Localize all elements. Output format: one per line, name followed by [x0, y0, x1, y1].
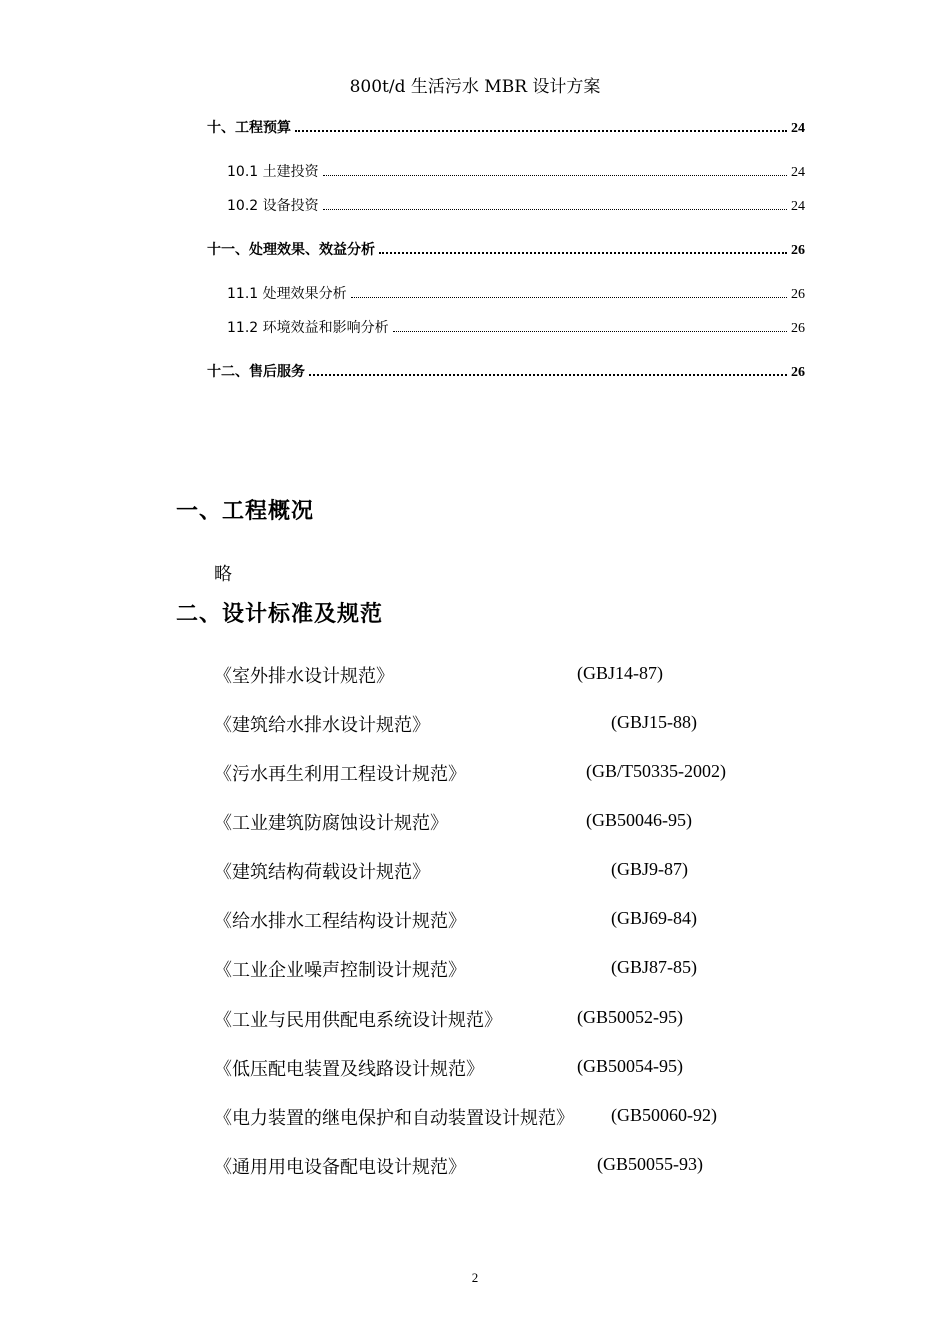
section-heading: 一、工程概况	[176, 499, 315, 524]
toc-entry-page: 24	[791, 199, 805, 214]
standard-code: (GB50052-95)	[577, 1007, 683, 1027]
standard-name: 《通用用电设备配电设计规范》	[214, 1157, 466, 1178]
standard-code: (GB50054-95)	[577, 1056, 683, 1076]
toc-entry-label: 11.1 处理效果分析	[227, 286, 347, 302]
toc-entry-label: 11.2 环境效益和影响分析	[227, 320, 389, 336]
standard-code: (GBJ69-84)	[611, 908, 697, 928]
toc-entry-label: 十二、售后服务	[207, 364, 305, 380]
standard-name: 《低压配电装置及线路设计规范》	[214, 1059, 484, 1080]
standard-code: (GB50046-95)	[586, 810, 692, 830]
standard-name: 《工业建筑防腐蚀设计规范》	[214, 813, 448, 834]
toc-entry[interactable]	[227, 317, 805, 337]
toc-entry-page: 24	[791, 121, 805, 136]
standard-name: 《工业与民用供配电系统设计规范》	[214, 1010, 502, 1031]
toc-entry[interactable]	[227, 283, 805, 303]
toc-entry-page: 26	[791, 243, 805, 258]
standard-name: 《污水再生利用工程设计规范》	[214, 764, 466, 785]
toc-entry-label: 10.2 设备投资	[227, 198, 319, 214]
toc-entry-page: 26	[791, 321, 805, 336]
standard-code: (GBJ87-85)	[611, 957, 697, 977]
standard-name: 《电力装置的继电保护和自动装置设计规范》	[214, 1108, 574, 1129]
toc-leader	[295, 130, 787, 132]
standard-code: (GBJ9-87)	[611, 859, 688, 879]
toc-leader	[379, 252, 787, 254]
toc-leader	[309, 374, 787, 376]
toc-entry-label: 10.1 土建投资	[227, 164, 319, 180]
standard-name: 《室外排水设计规范》	[214, 666, 394, 687]
standard-code: (GBJ14-87)	[577, 663, 663, 683]
toc-entry-label: 十一、处理效果、效益分析	[207, 242, 375, 258]
toc-entry[interactable]	[227, 195, 805, 215]
standard-code: (GBJ15-88)	[611, 712, 697, 732]
page-header: 800t/d 生活污水 MBR 设计方案	[349, 77, 601, 97]
toc-leader	[393, 331, 787, 332]
standard-name: 《建筑给水排水设计规范》	[214, 715, 430, 736]
toc-leader	[323, 175, 787, 176]
toc-entry[interactable]	[227, 161, 805, 181]
toc-leader	[351, 297, 787, 298]
toc-entry-label: 十、工程预算	[207, 120, 291, 136]
standard-code: (GB/T50335-2002)	[586, 761, 726, 781]
standard-code: (GB50060-92)	[611, 1105, 717, 1125]
toc-leader	[323, 209, 787, 210]
standard-name: 《建筑结构荷载设计规范》	[214, 862, 430, 883]
standard-name: 《给水排水工程结构设计规范》	[214, 911, 466, 932]
toc-entry-page: 24	[791, 165, 805, 180]
standard-code: (GB50055-93)	[597, 1154, 703, 1174]
toc-entry[interactable]	[207, 361, 805, 381]
standard-name: 《工业企业噪声控制设计规范》	[214, 960, 466, 981]
toc-entry-page: 26	[791, 287, 805, 302]
toc-entry-page: 26	[791, 365, 805, 380]
toc-entry[interactable]	[207, 239, 805, 259]
section-body: 略	[214, 564, 232, 585]
section-heading: 二、设计标准及规范	[176, 602, 384, 627]
page-number: 2	[471, 1270, 479, 1285]
toc-entry[interactable]	[207, 117, 805, 137]
